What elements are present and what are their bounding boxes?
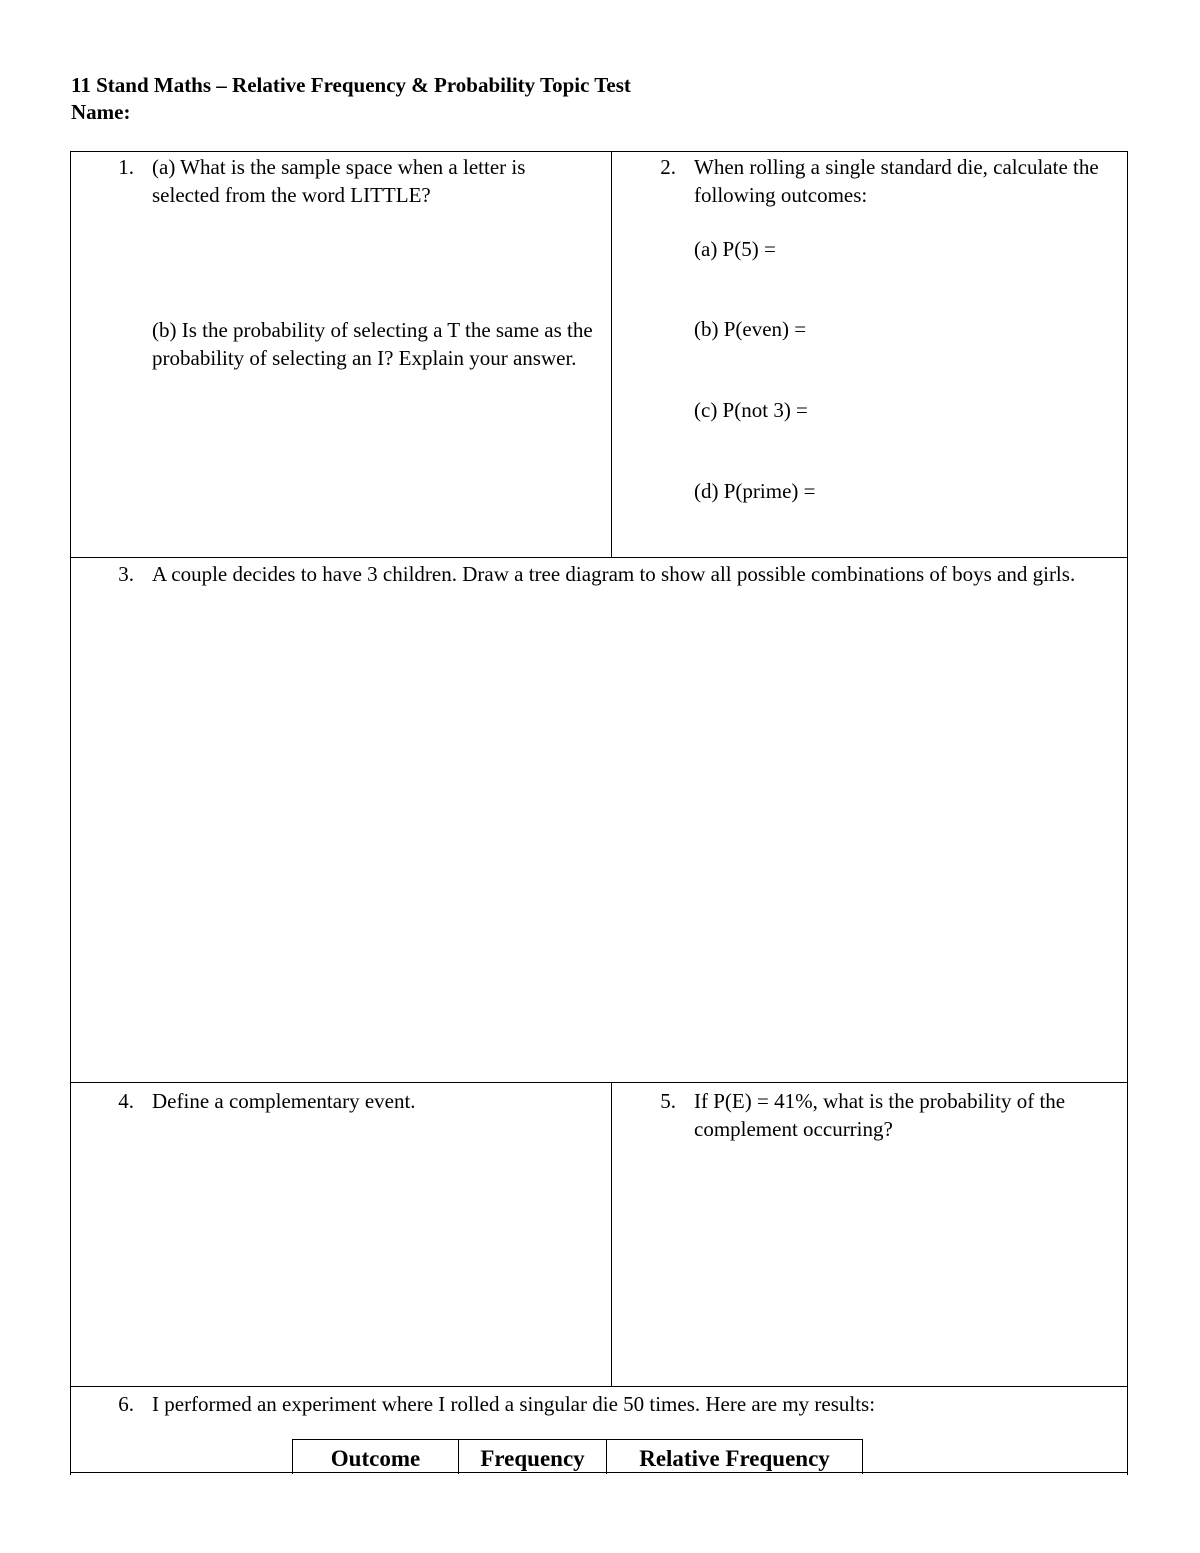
question-3-text: A couple decides to have 3 children. Draw a tree diagram to show all possible combinations of boys and girls. <box>152 562 1076 586</box>
header-outcome: Outcome <box>293 1440 459 1475</box>
question-5-number: 5. <box>660 1089 676 1113</box>
divider-row2-bottom <box>70 1082 1128 1083</box>
question-4-text: Define a complementary event. <box>152 1089 416 1113</box>
question-3-number: 3. <box>118 562 134 586</box>
name-label: Name: <box>71 100 131 124</box>
question-6-text: I performed an experiment where I rolled a singular die 50 times. Here are my results: <box>152 1392 876 1416</box>
question-2-text: When rolling a single standard die, calculate the following outcomes: <box>694 155 1099 207</box>
question-2-number: 2. <box>660 155 676 179</box>
question-1b-text: (b) Is the probability of selecting a T the same as the probability of selecting an I? Explain your answer. <box>152 318 593 370</box>
question-2c: (c) P(not 3) = <box>694 398 808 422</box>
question-1-number: 1. <box>118 155 134 179</box>
divider-row3-bottom <box>70 1386 1128 1387</box>
question-4-number: 4. <box>118 1089 134 1113</box>
header-relative-frequency: Relative Frequency <box>607 1440 863 1475</box>
question-2b: (b) P(even) = <box>694 317 807 341</box>
question-5-text: If P(E) = 41%, what is the probability of the complement occurring? <box>694 1089 1066 1141</box>
question-6-number: 6. <box>118 1392 134 1416</box>
test-header <box>71 72 631 126</box>
divider-row1-vertical <box>611 151 612 558</box>
results-table-header-row <box>293 1440 863 1475</box>
divider-row1-bottom <box>70 557 1128 558</box>
divider-row3-vertical <box>611 1082 612 1387</box>
test-title: 11 Stand Maths – Relative Frequency & Probability Topic Test <box>71 73 631 97</box>
question-2a: (a) P(5) = <box>694 237 776 261</box>
question-1a-text: (a) What is the sample space when a letter is selected from the word LITTLE? <box>152 155 526 207</box>
header-frequency: Frequency <box>459 1440 607 1475</box>
question-2d: (d) P(prime) = <box>694 479 816 503</box>
results-table <box>292 1439 863 1474</box>
